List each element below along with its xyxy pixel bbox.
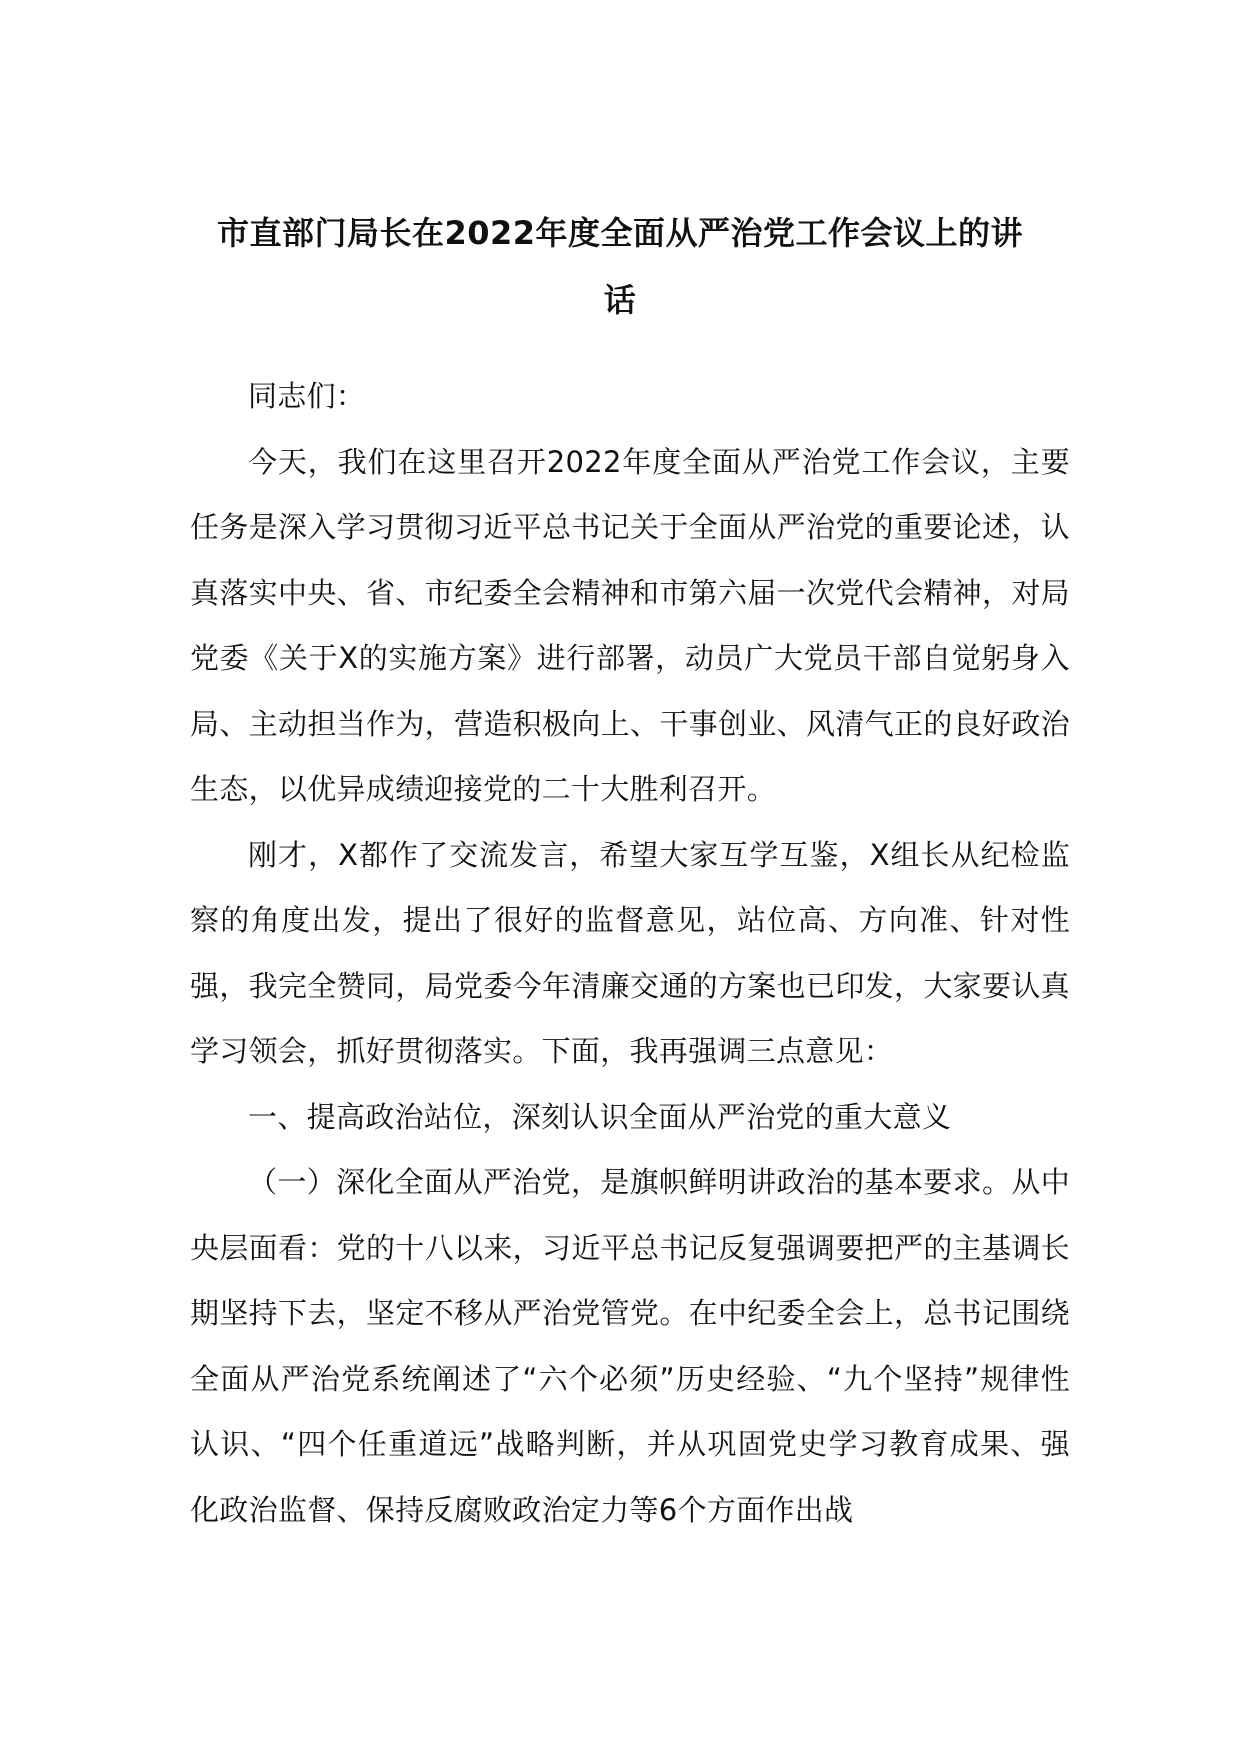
- section-heading-1: 一、提高政治站位，深刻认识全面从严治党的重大意义: [248, 1099, 952, 1134]
- paragraph-subsection-1: （一）深化全面从严治党，是旗帜鲜明讲政治的基本要求。从中央层面看：党的十八以来，习近平总书记反复强调要把严的主基调长期坚持下去，坚定不移从严治党管党。在中纪委全会上，总书记围绕全面从严治党系统阐述了“六个必须”历史经验、“九个坚持”规律性认识、“四个任重道远”战略判断，并从巩固党史学习教育成果、强化政治监督、保持反腐败政治定力等6个方面作出战: [190, 1165, 1070, 1527]
- paragraph-feedback: 刚才，X都作了交流发言，希望大家互学互鉴，X组长从纪检监察的角度出发，提出了很好的监督意见，站位高、方向准、针对性强，我完全赞同，局党委今年清廉交通的方案也已印发，大家要认真学习领会，抓好贯彻落实。下面，我再强调三点意见：: [190, 837, 1070, 1068]
- document-title-line-2: 话: [603, 281, 637, 319]
- salutation: 同志们：: [248, 379, 366, 413]
- document-body: [190, 364, 1070, 1543]
- document-title-line-1: 市直部门局长在2022年度全面从严治党工作会议上的讲: [216, 214, 1024, 252]
- document-title: [186, 200, 1054, 334]
- paragraph-opening: 今天，我们在这里召开2022年度全面从严治党工作会议，主要任务是深入学习贯彻习近平总书记关于全面从严治党的重要论述，认真落实中央、省、市纪委全会精神和市第六届一次党代会精神，对局党委《关于X的实施方案》进行部署，动员广大党员干部自觉躬身入局、主动担当作为，营造积极向上、干事创业、风清气正的良好政治生态，以优异成绩迎接党的二十大胜利召开。: [190, 444, 1070, 806]
